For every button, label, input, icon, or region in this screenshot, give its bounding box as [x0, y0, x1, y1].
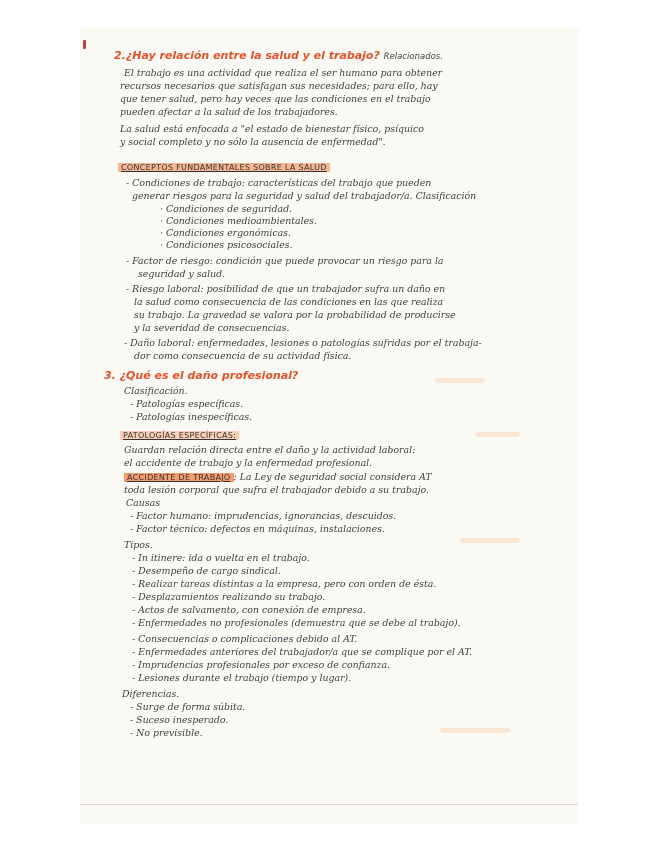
concepts-heading-text: CONCEPTOS FUNDAMENTALES SOBRE LA SALUD: [118, 163, 330, 172]
classification-item: - Patologías inespecíficas.: [130, 412, 253, 423]
accident-line: toda lesión corporal que sufra el trabajador debido a su trabajo.: [124, 485, 429, 496]
concepts-line: seguridad y salud.: [138, 269, 226, 280]
concepts-line: y la severidad de consecuencias.: [134, 323, 290, 334]
bleed-through-mark: [475, 432, 520, 437]
section-2-title: [114, 50, 443, 63]
section-2-title-suffix: Relacionados.: [383, 52, 443, 62]
concepts-line: - Factor de riesgo: condición que puede provocar un riesgo para la: [126, 256, 444, 267]
concepts-line: - Daño laboral: enfermedades, lesiones o patologías sufridas por el trabaja-: [124, 338, 482, 349]
intro-line: pueden afectar a la salud de los trabajadores.: [120, 107, 338, 118]
bleed-through-mark: [460, 538, 520, 543]
types-item: - Enfermedades no profesionales (demuestra que se debe al trabajo).: [132, 618, 461, 629]
accident-line: Causas: [126, 498, 161, 509]
types-item: - Realizar tareas distintas a la empresa, pero con orden de ésta.: [132, 579, 437, 590]
accident-definition: [124, 472, 432, 484]
types-item: - Desempeño de cargo sindical.: [132, 566, 281, 577]
concepts-line: generar riesgos para la seguridad y salud del trabajador/a. Clasificación: [132, 191, 477, 202]
intro-line: y social completo y no sólo la ausencia de enfermedad".: [120, 137, 386, 148]
page-edge-mark: [83, 40, 86, 49]
accident-label: ACCIDENTE DE TRABAJO: [124, 473, 234, 482]
concepts-heading: [118, 162, 330, 174]
classification-label: Clasificación.: [124, 386, 188, 397]
types-item: - Enfermedades anteriores del trabajador/a que se complique por el AT.: [132, 647, 473, 658]
concepts-line: · Condiciones ergonómicas.: [160, 228, 291, 239]
notebook-page: [80, 28, 578, 823]
concepts-line: dor como consecuencia de su actividad física.: [134, 351, 352, 362]
intro-line: recursos necesarios que satisfagan sus necesidades; para ello, hay: [120, 81, 438, 92]
bleed-through-mark: [440, 728, 510, 733]
accident-line: - Factor técnico: defectos en máquinas, instalaciones.: [130, 524, 385, 535]
bleed-through-mark: [435, 378, 485, 383]
concepts-line: su trabajo. La gravedad se valora por la probabilidad de producirse: [134, 310, 456, 321]
concepts-line: - Condiciones de trabajo: características del trabajo que pueden: [126, 178, 432, 189]
specific-heading-text: PATOLOGÍAS ESPECÍFICAS:: [120, 431, 239, 440]
page-bottom-rule: [80, 804, 578, 805]
specific-heading: [120, 430, 239, 442]
classification-item: - Patologías específicas.: [130, 399, 244, 410]
accident-line: - Factor humano: imprudencias, ignorancias, descuidos.: [130, 511, 397, 522]
differences-item: - No previsible.: [130, 728, 203, 739]
differences-item: - Suceso inesperado.: [130, 715, 229, 726]
concepts-line: la salud como consecuencia de las condiciones en las que realiza: [134, 297, 444, 308]
types-item: - Consecuencias o complicaciones debido al AT.: [132, 634, 358, 645]
accident-line-rest: : La Ley de seguridad social considera AT: [233, 472, 432, 483]
differences-label: Diferencias.: [122, 689, 180, 700]
specific-line: el accidente de trabajo y la enfermedad profesional.: [124, 458, 373, 469]
concepts-line: · Condiciones de seguridad.: [160, 204, 293, 215]
intro-line: El trabajo es una actividad que realiza el ser humano para obtener: [124, 68, 443, 79]
concepts-line: - Riesgo laboral: posibilidad de que un trabajador sufra un daño en: [126, 284, 446, 295]
section-2-title-text: 2.¿Hay relación entre la salud y el trabajo?: [114, 49, 380, 62]
differences-item: - Surge de forma súbita.: [130, 702, 246, 713]
intro-line: que tener salud, pero hay veces que las condiciones en el trabajo: [120, 94, 431, 105]
specific-line: Guardan relación directa entre el daño y la actividad laboral:: [124, 445, 416, 456]
types-item: - Actos de salvamento, con conexión de empresa.: [132, 605, 366, 616]
concepts-line: · Condiciones medioambientales.: [160, 216, 317, 227]
types-item: - In itinere: ida o vuelta en el trabajo.: [132, 553, 310, 564]
types-item: - Lesiones durante el trabajo (tiempo y lugar).: [132, 673, 352, 684]
types-label: Tipos.: [124, 540, 153, 551]
types-item: - Imprudencias profesionales por exceso de confianza.: [132, 660, 391, 671]
types-item: - Desplazamientos realizando su trabajo.: [132, 592, 326, 603]
concepts-line: · Condiciones psicosociales.: [160, 240, 293, 251]
section-3-title: 3. ¿Qué es el daño profesional?: [104, 369, 299, 382]
intro-line: La salud está enfocada a "el estado de bienestar físico, psíquico: [120, 124, 424, 135]
